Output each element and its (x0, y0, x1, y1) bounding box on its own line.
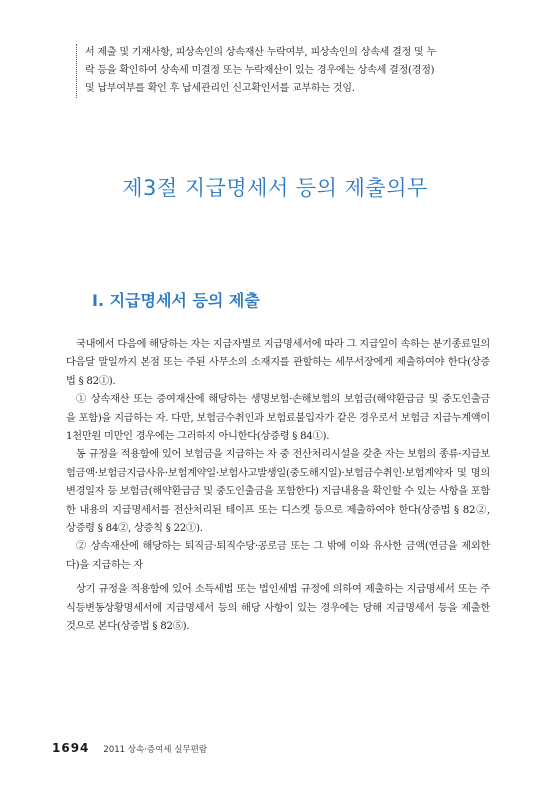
page-footer (52, 741, 207, 755)
list-item-1-note: 동 규정을 적용함에 있어 보험금을 지급하는 자 중 전산처리시설을 갖춘 자는 보험의 종류·지급보험금액·보험금지급사유·보험계약일·보험사고발생일(중도해지일)·보험금수취인·보험계약자 및 명의변경일자 등 보험금(해약환급금 및 중도인출금을 포함한다) 지급내용을 확인할 수 있는 사항을 포함한 내용의 지급명세서를 전산처리된 테이프 또는 디스켓 등으로 제출하여야 한다(상증법 § 82②, 상증령 § 84②, 상증칙 § 22①). (66, 449, 490, 535)
list-item-2: ② 상속재산에 해당하는 퇴직금·퇴직수당·공로금 또는 그 밖에 이와 유사한 금액(연금을 제외한다)을 지급하는 자 (66, 541, 490, 571)
carry-over-text-block (76, 44, 495, 98)
paragraph-closing: 상기 규정을 적용함에 있어 소득세법 또는 법인세법 규정에 의하여 제출하는 지급명세서 또는 주식등변동상황명세서에 지급명세서 등의 해당 사항이 있는 경우에는 당해 지급명세서 등을 제출한 것으로 본다(상증법 § 82⑤). (66, 584, 490, 633)
carry-over-line-2: 락 등을 확인하여 상속세 미결정 또는 누락재산이 있는 경우에는 상속세 결정(경정) (85, 65, 435, 76)
book-title: 2011 상속·증여세 실무편람 (103, 745, 208, 755)
paragraph-intro: 국내에서 다음에 해당하는 자는 지급자별로 지급명세서에 따라 그 지급일이 속하는 분기종료일의 다음달 말일까지 본점 또는 주된 사무소의 소재지를 관할하는 세무서장에게 제출하여야 한다(상증법 § 82①). (66, 339, 490, 387)
body-text (66, 336, 490, 637)
chapter-title: 제3절 지급명세서 등의 제출의무 (122, 176, 428, 200)
page-number: 1694 (52, 741, 90, 755)
carry-over-line-3: 및 납부여부를 확인 후 납세관리인 신고확인서를 교부하는 것임. (85, 83, 355, 94)
carry-over-line-1: 서 제출 및 기재사항, 피상속인의 상속재산 누락여부, 피상속인의 상속세 결정 및 누 (85, 47, 436, 58)
section-heading: Ⅰ. 지급명세서 등의 제출 (92, 291, 260, 310)
list-item-1: ① 상속재산 또는 증여재산에 해당하는 생명보험·손해보험의 보험금(해약환급금 및 중도인출금을 포함)을 지급하는 자. 다만, 보험금수취인과 보험료불입자가 같은 경우로서 보험금 지급누계액이 1천만원 미만인 경우에는 그러하지 아니한다(상증령 § 84①). (66, 394, 490, 443)
